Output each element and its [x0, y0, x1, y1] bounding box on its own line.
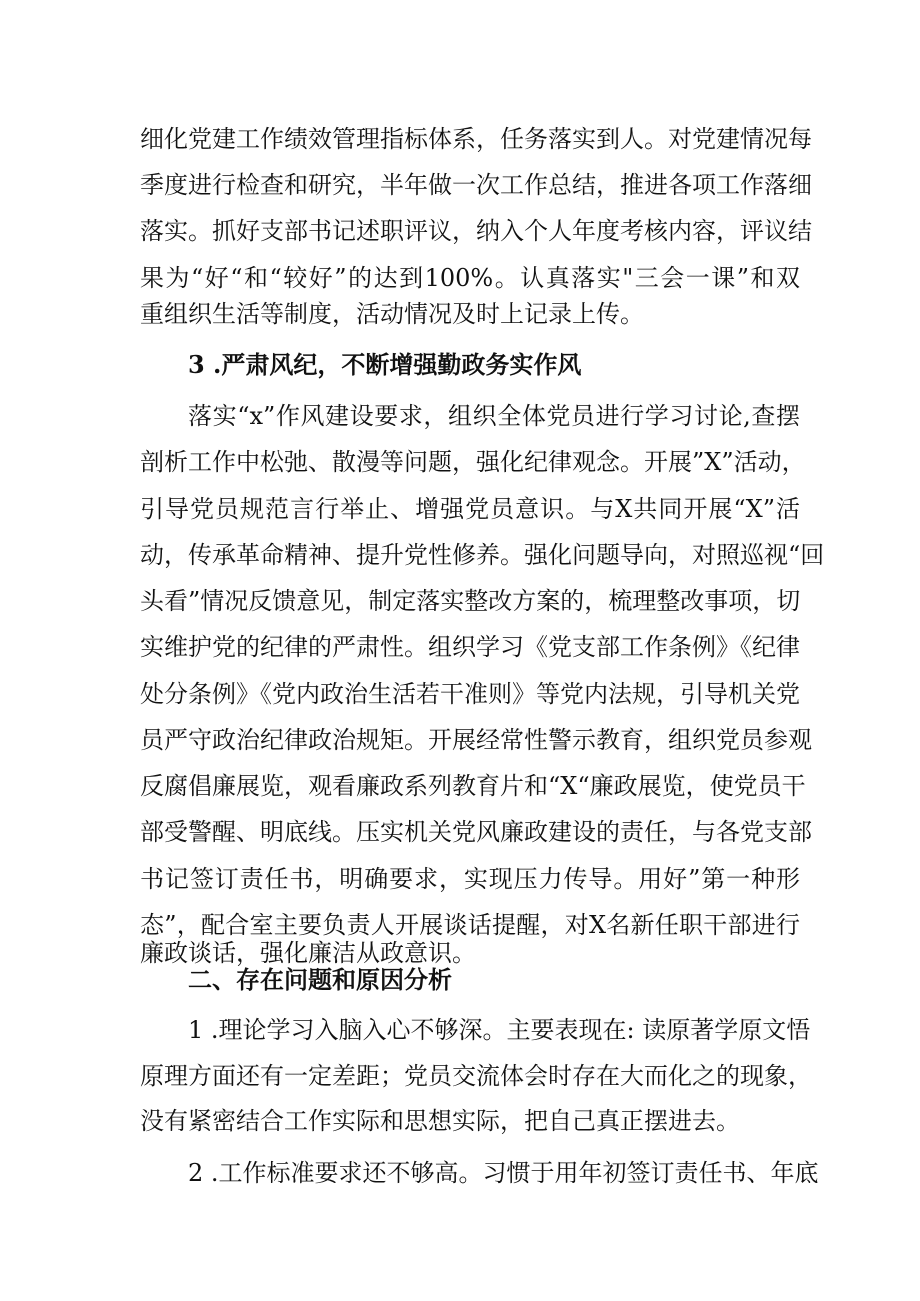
body-text-line: 书记签订责任书，明确要求，实现压力传导。用好”第一种形 [140, 865, 800, 893]
section-heading: 3 .严肃风纪，不断增强勤政务实作风 [188, 350, 582, 379]
body-text-line: 实维护党的纪律的严肃性。组织学习《党支部工作条例》《纪律 [140, 633, 800, 661]
body-text-line: 廉政谈话，强化廉洁从政意识。 [140, 939, 476, 967]
body-text-line: 细化党建工作绩效管理指标体系，任务落实到人。对党建情况每 [140, 125, 812, 153]
body-text-line: 原理方面还有一定差距；党员交流体会时存在大而化之的现象， [140, 1062, 812, 1090]
body-text-line: 部受警醒、明底线。压实机关党风廉政建设的责任，与各党支部 [140, 818, 812, 846]
body-text-line: 态”，配合室主要负责人开展谈话提醒，对X名新任职干部进行 [140, 911, 800, 939]
body-text-line: 反腐倡廉展览，观看廉政系列教育片和“X“廉政展览，使党员干 [140, 772, 806, 800]
body-text-line: 头看”情况反馈意见，制定落实整改方案的，梳理整改事项，切 [140, 587, 801, 615]
section-heading: 二、存在问题和原因分析 [188, 965, 452, 994]
body-text-line: 落实。抓好支部书记述职评议，纳入个人年度考核内容，评议结 [140, 217, 812, 245]
body-text-line: 剖析工作中松弛、散漫等问题，强化纪律观念。开展”X”活动， [140, 448, 806, 476]
body-text-line: 动，传承革命精神、提升党性修养。强化问题导向，对照巡视“回 [140, 541, 825, 569]
paragraph-first-line: 2 .工作标准要求还不够高。习惯于用年初签订责任书、年底 [188, 1159, 819, 1187]
body-text-line: 季度进行检查和研究，半年做一次工作总结，推进各项工作落细 [140, 171, 812, 199]
paragraph-first-line: 落实“x”作风建设要求，组织全体党员进行学习讨论,查摆 [188, 402, 800, 430]
body-text-line: 处分条例》《党内政治生活若干准则》等党内法规，引导机关党 [140, 680, 800, 708]
body-text-line: 果为“好“和“较好”的达到100%。认真落实"三会一课”和双 [140, 264, 800, 292]
body-text-line: 引导党员规范言行举止、增强党员意识。与X共同开展“X”活 [140, 495, 800, 523]
body-text-line: 重组织生活等制度，活动情况及时上记录上传。 [140, 300, 644, 328]
paragraph-first-line: 1 .理论学习入脑入心不够深。主要表现在: 读原著学原文悟 [188, 1016, 811, 1044]
body-text-line: 员严守政治纪律政治规矩。开展经常性警示教育，组织党员参观 [140, 726, 812, 754]
body-text-line: 没有紧密结合工作实际和思想实际，把自己真正摆进去。 [140, 1107, 740, 1135]
